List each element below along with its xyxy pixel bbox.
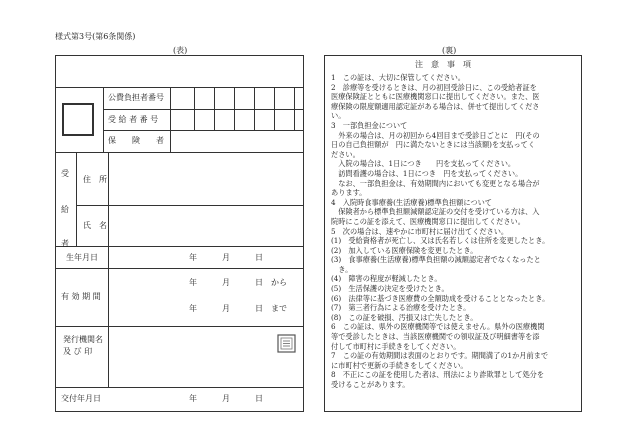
note-line: 2 診療等を受けるときは、月の初回受診日に、この受給者証を — [331, 82, 537, 92]
note-line: 入院の場合は、1日につき 円を支払ってください。 — [331, 159, 516, 169]
note-line: 4 入院時食事療養(生活療養)標準負担額について — [331, 197, 492, 207]
official-seal-icon — [277, 334, 296, 353]
note-line: 療保険の限度額適用認定証がある場合は、併せて提出してくださ — [331, 101, 540, 111]
note-line: 6 この証は、県外の医療機関等では使えません。県外の医療機関 — [331, 322, 545, 332]
issuer-label-line2: 及 び 印 — [63, 347, 93, 356]
note-line: あります。 — [331, 188, 367, 198]
notes-list — [331, 73, 576, 390]
note-line: (2) 加入している医療保険を変更したとき。 — [331, 245, 478, 255]
note-line: (7) 第三者行為による治療を受けたとき。 — [331, 303, 471, 313]
note-line: (5) 生活保護の決定を受けたとき。 — [331, 284, 449, 294]
note-line: 医療保険証とともに医療機関窓口に提出してください。また、医 — [331, 92, 540, 102]
note-line: 等で受診したときは、当該医療機関での領収証及び明細書等を添 — [331, 332, 540, 342]
valid-until-day: 日 — [255, 304, 263, 313]
valid-from-suffix: から — [271, 278, 287, 287]
issue-date-label: 交付年月日 — [61, 394, 101, 403]
issue-year: 年 — [189, 394, 197, 403]
valid-from-year: 年 — [189, 278, 197, 287]
note-line: (6) 法律等に基づき医療費の全額助成を受けることとなったとき。 — [331, 293, 550, 303]
valid-from-day: 日 — [255, 278, 263, 287]
note-line: 5 次の場合は、速やかに市町村に届け出てください。 — [331, 226, 509, 236]
birth-date-label: 生年月日 — [66, 253, 98, 262]
recipient-vertical-3: 者 — [61, 239, 69, 248]
birth-day: 日 — [255, 253, 263, 262]
valid-until-suffix: まで — [271, 304, 287, 313]
birth-year: 年 — [189, 253, 197, 262]
valid-until-year: 年 — [189, 304, 197, 313]
note-line: 受けることがあります。 — [331, 380, 410, 389]
note-line: 7 この証の有効期間は表面のとおりです。期間満了の1か月前まで — [331, 351, 549, 361]
note-line: (3) 食事療養(生活療養)標準負担額の減額認定者でなくなったと — [331, 255, 541, 265]
note-line: 日の自己負担額が 円に満たないときには当該額)を支払ってく — [331, 140, 536, 150]
note-line: なお、一部負担金は、有効期間内においても変更となる場合が — [331, 178, 540, 188]
note-line: (4) 障害の程度が軽減したとき。 — [331, 274, 442, 284]
note-line: 訪問看護の場合は、1日につき 円を支払ってください。 — [331, 168, 523, 178]
form-number: 様式第3号(第6条関係) — [55, 32, 136, 41]
issue-month: 月 — [222, 394, 230, 403]
note-line: 院時にこの証を添えて、医療機関窓口に提出してください。 — [331, 216, 525, 226]
note-line: 1 この証は、大切に保管してください。 — [331, 73, 465, 82]
note-line: い。 — [331, 111, 346, 121]
note-line: 保険者から標準負担額減額認定証の交付を受けている方は、入 — [331, 207, 540, 217]
valid-from-month: 月 — [222, 278, 230, 287]
note-line: に市町村で更新の手続きをしてください。 — [331, 360, 468, 370]
address-label: 住 所 — [83, 175, 107, 184]
issue-day: 日 — [255, 394, 263, 403]
recipient-vertical-1: 受 — [61, 169, 69, 178]
validity-label: 有 効 期 間 — [61, 292, 101, 301]
note-line: (1) 受給資格者が死亡し、又は氏名若しくは住所を変更したとき。 — [331, 236, 550, 246]
note-line: 付して市町村に手続きをしてください。 — [331, 341, 461, 351]
issuer-label-line1: 発行機関名 — [63, 335, 103, 344]
note-line: 3 一部負担金について — [331, 120, 408, 130]
name-label: 氏 名 — [83, 221, 107, 230]
valid-until-month: 月 — [222, 304, 230, 313]
insurer-label: 保 険 者 — [108, 136, 164, 145]
back-side-label: (裏) — [442, 46, 457, 55]
note-line: き。 — [331, 264, 353, 274]
recipient-number-label: 受 給 者 番 号 — [108, 115, 159, 124]
front-side-label: (表) — [173, 46, 188, 55]
recipient-vertical-2: 給 — [61, 205, 69, 214]
note-line: ださい。 — [331, 149, 360, 159]
notes-title: 注 意 事 項 — [415, 60, 471, 69]
note-line: 8 不正にこの証を使用した者は、刑法により詐欺罪として処分を — [331, 370, 545, 380]
note-line: (8) この証を破損、汚損又は亡失したとき。 — [331, 312, 478, 322]
birth-month: 月 — [222, 253, 230, 262]
note-line: 外来の場合は、月の初回から4回目まで受診日ごとに 円(その — [331, 130, 540, 140]
payer-number-label: 公費負担者番号 — [108, 93, 164, 102]
photo-box — [62, 103, 94, 136]
